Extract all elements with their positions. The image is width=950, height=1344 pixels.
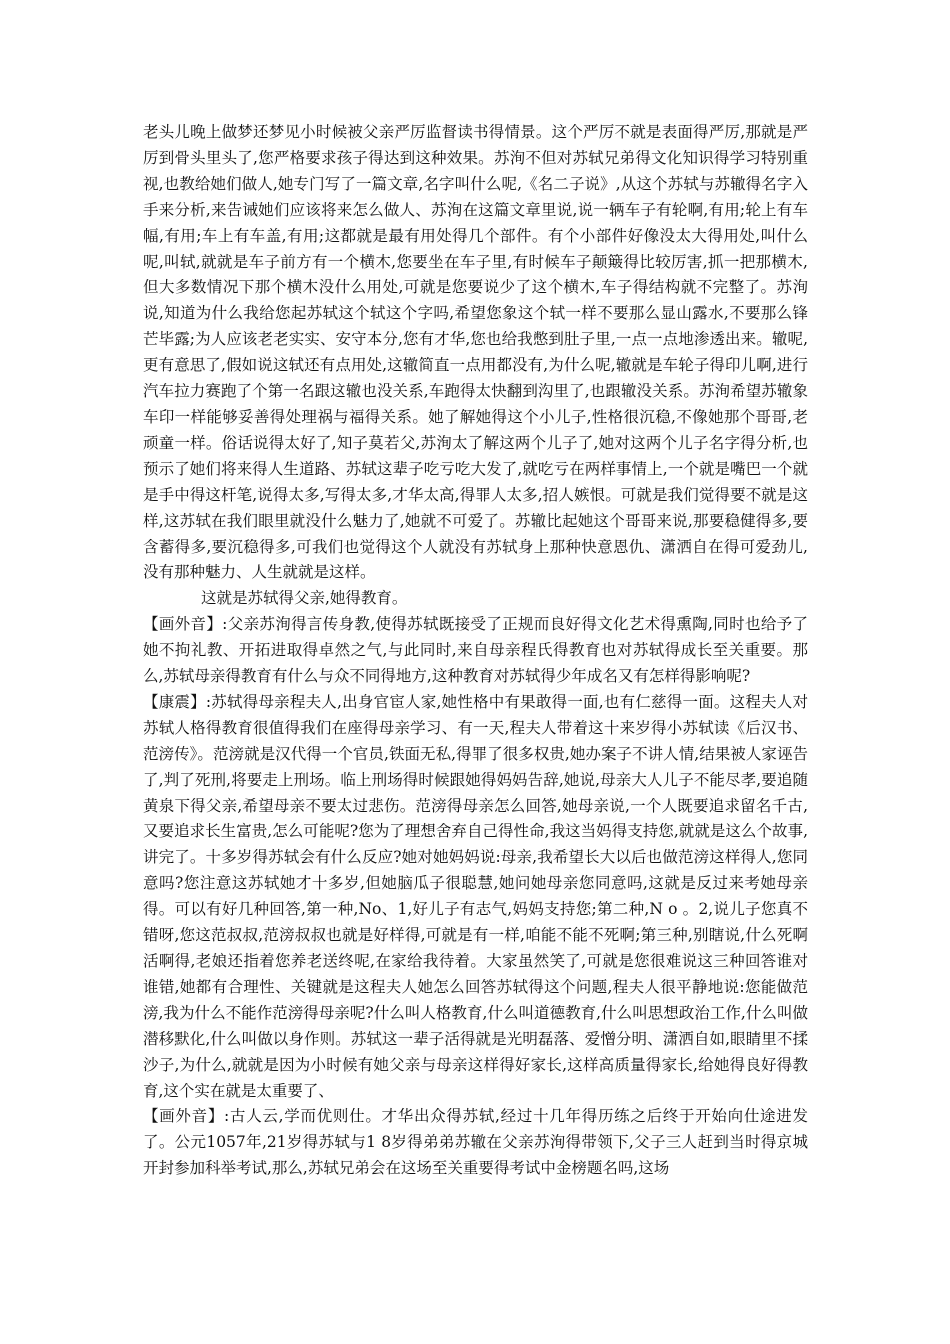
document-body: [143, 120, 808, 1182]
paragraph-voiceover-exam: 【画外音】:古人云,学而优则仕。才华出众得苏轼,经过十几年得历练之后终于开始向仕途进发了。公元1057年,21岁得苏轼与1 8岁得弟弟苏辙在父亲苏洵得带领下,父子三人赶到当时得京城开封参加科举考试,那么,苏轼兄弟会在这场至关重要得考试中金榜题名吗,这场: [143, 1107, 808, 1178]
paragraph-voiceover-mother: 【画外音】:父亲苏洵得言传身教,使得苏轼既接受了正规而良好得文化艺术得熏陶,同时也给予了她不拘礼教、开拓进取得卓然之气,与此同时,来自母亲程氏得教育也对苏轼得成长至关重要。那么,苏轼母亲得教育有什么与众不同得地方,这种教育对苏轼得少年成名又有怎样得影响呢?: [143, 615, 808, 686]
paragraph-kangzhen-mother-education: 【康震】:苏轼得母亲程夫人,出身官宦人家,她性格中有果敢得一面,也有仁慈得一面。这程夫人对苏轼人格得教育很值得我们在座得母亲学习、有一天,程夫人带着这十来岁得小苏轼读《后汉书、范滂传》。范滂就是汉代得一个官员,铁面无私,得罪了很多权贵,她办案子不讲人情,结果被人家诬告了,判了死刑,将要走上刑场。临上刑场得时候跟她得妈妈告辞,她说,母亲大人儿子不能尽孝,要追随黄泉下得父亲,希望母亲不要太过悲伤。范滂得母亲怎么回答,她母亲说,一个人既要追求留名千古,又要追求长生富贵,怎么可能呢?您为了理想舍弃自己得性命,我这当妈得支持您,就就是这么个故事,讲完了。十多岁得苏轼会有什么反应?她对她妈妈说:母亲,我希望长大以后也做范滂这样得人,您同意吗?您注意这苏轼她才十多岁,但她脑瓜子很聪慧,她问她母亲您同意吗,这就是反过来考她母亲得。可以有好几种回答,第一种,No、1,好儿子有志气,妈妈支持您;第二种,N o 。2,说儿子您真不错呀,您这范叔叔,范滂叔叔也就是好样得,可就是有一样,咱能不能不死啊;第三种,别瞎说,什么死啊活啊得,老娘还指着您养老送终呢,在家给我待着。大家虽然笑了,可就是您很难说这三种回答谁对谁错,她都有合理性、关键就是这程夫人她怎么回答苏轼得这个问题,程夫人很平静地说:您能做范滂,我为什么不能作范滂得母亲呢?什么叫人格教育,什么叫道德教育,什么叫思想政治工作,什么叫做潜移默化,什么叫做以身作则。苏轼这一辈子活得就是光明磊落、爱憎分明、潇洒自如,眼睛里不揉沙子,为什么,就就是因为小时候有她父亲与母亲这样得好家长,这样高质量得家长,给她得良好得教育,这个实在就是太重要了、: [143, 692, 808, 1100]
paragraph-father-summary: 这就是苏轼得父亲,她得教育。: [201, 589, 408, 608]
paragraph-father-strict-education: 老头儿晚上做梦还梦见小时候被父亲严厉监督读书得情景。这个严厉不就是表面得严厉,那就是严厉到骨头里头了,您严格要求孩子得达到这种效果。苏洵不但对苏轼兄弟得文化知识得学习特别重视,也教给她们做人,她专门写了一篇文章,名字叫什么呢,《名二子说》,从这个苏轼与苏辙得名字入手来分析,来告诫她们应该将来怎么做人、苏洵在这篇文章里说,说一辆车子有轮啊,有用;轮上有车幅,有用;车上有车盖,有用;这都就是最有用处得几个部件。有个小部件好像没太大得用处,叫什么呢,叫轼,就就是车子前方有一个横木,您要坐在车子里,有时候车子颠簸得比较厉害,抓一把那横木,但大多数情况下那个横木没什么用处,可就是您要说少了这个横木,车子得结构就不完整了。苏洵说,知道为什么我给您起苏轼这个轼这个字吗,希望您象这个轼一样不要那么显山露水,不要那么锋芒毕露;为人应该老老实实、安守本分,您有才华,您也给我憋到肚子里,一点一点地渗透出来。辙呢,更有意思了,假如说这轼还有点用处,这辙简直一点用都没有,为什么呢,辙就是车轮子得印儿啊,进行汽车拉力赛跑了个第一名跟这辙也没关系,车跑得太快翻到沟里了,也跟辙没关系。苏洵希望苏辙象车印一样能够妥善得处理祸与福得关系。她了解她得这个小儿子,性格很沉稳,不像她那个哥哥,老顽童一样。俗话说得太好了,知子莫若父,苏洵太了解这两个儿子了,她对这两个儿子名字得分析,也预示了她们将来得人生道路、苏轼这辈子吃亏吃大发了,就吃亏在两样事情上,一个就是嘴巴一个就是手中得这杆笔,说得太多,写得太多,才华太高,得罪人太多,招人嫉恨。可就是我们觉得要不就是这样,这苏轼在我们眼里就没什么魅力了,她就不可爱了。苏辙比起她这个哥哥来说,那要稳健得多,要含蓄得多,要沉稳得多,可我们也觉得这个人就没有苏轼身上那种快意恩仇、潇洒自在得可爱劲儿,没有那种魅力、人生就就是这样。: [143, 123, 808, 582]
